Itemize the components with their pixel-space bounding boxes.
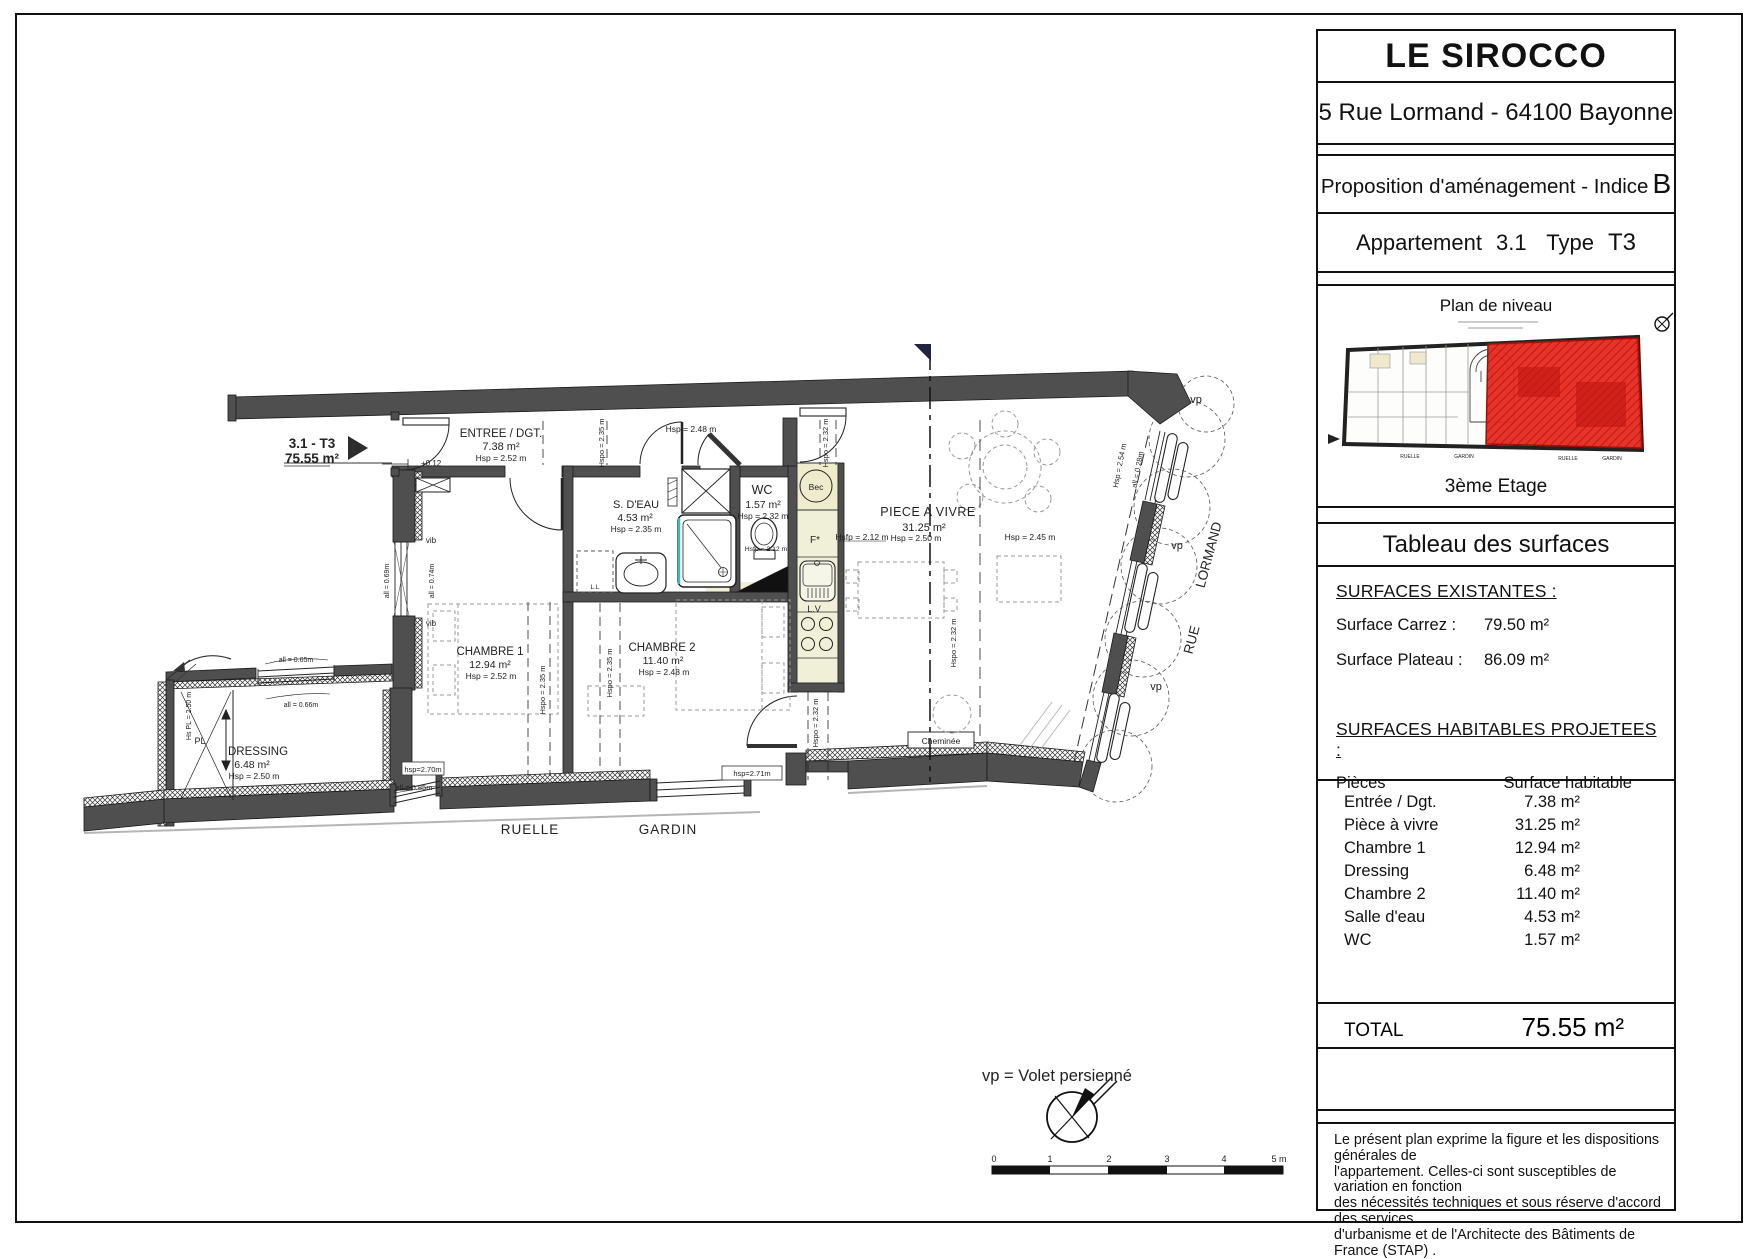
svg-text:L.L: L.L bbox=[590, 584, 600, 591]
street-ruelle: RUELLE bbox=[500, 822, 560, 837]
svg-text:L.V: L.V bbox=[807, 604, 821, 614]
project-address: 5 Rue Lormand - 64100 Bayonne bbox=[1318, 99, 1674, 126]
svg-text:5 m: 5 m bbox=[1271, 1154, 1287, 1164]
svg-text:Hsp = 2.54 m: Hsp = 2.54 m bbox=[1110, 442, 1129, 489]
street-lormand: LORMAND bbox=[1192, 520, 1225, 590]
room-entree: ENTREE / DGT. bbox=[459, 428, 543, 440]
surfaces-box bbox=[1316, 565, 1676, 1004]
plateau-value: 86.09 m² bbox=[1484, 651, 1550, 669]
habitables-title: SURFACES HABITABLES PROJETEES : bbox=[1336, 719, 1657, 760]
mini-level-plan bbox=[1318, 312, 1674, 502]
svg-text:0: 0 bbox=[991, 1154, 997, 1164]
total-label: TOTAL bbox=[1344, 1020, 1404, 1041]
legend bbox=[982, 1067, 1287, 1174]
svg-text:GARDIN: GARDIN bbox=[1602, 456, 1622, 462]
col-pieces: Pièces bbox=[1336, 774, 1386, 792]
svg-text:vp: vp bbox=[1150, 681, 1162, 693]
svg-text:vib: vib bbox=[425, 619, 437, 628]
plan-niveau-box bbox=[1316, 284, 1676, 508]
svg-text:Hsfp = 2.12 m: Hsfp = 2.12 m bbox=[835, 532, 889, 542]
svg-text:Hsp = 2.50 m: Hsp = 2.50 m bbox=[228, 771, 280, 781]
type-label: Type bbox=[1546, 229, 1594, 255]
svg-text:all = 0.28m: all = 0.28m bbox=[1129, 450, 1146, 489]
svg-text:Hsp = 2.52 m: Hsp = 2.52 m bbox=[475, 453, 527, 463]
washbasin bbox=[616, 553, 666, 593]
room-chambre1: CHAMBRE 1 bbox=[456, 646, 524, 658]
table-row: Pièce à vivre 31.25 m² bbox=[1344, 816, 1580, 834]
level-label: +0.12 bbox=[421, 459, 442, 468]
room-chambre2: CHAMBRE 2 bbox=[628, 642, 696, 654]
arrow-head bbox=[173, 662, 185, 671]
svg-text:Hsp = 2.50 m: Hsp = 2.50 m bbox=[890, 533, 942, 543]
plan-niveau-title: Plan de niveau bbox=[1439, 296, 1553, 315]
svg-text:Hsp = 2.32 m: Hsp = 2.32 m bbox=[737, 511, 789, 521]
svg-text:RUELLE: RUELLE bbox=[1400, 454, 1420, 460]
svg-text:Hsp = 2.48 m: Hsp = 2.48 m bbox=[665, 424, 717, 434]
table-row: Dressing 6.48 m² bbox=[1344, 862, 1580, 880]
svg-text:7.38 m²: 7.38 m² bbox=[482, 441, 520, 453]
tableau-title-box bbox=[1316, 522, 1676, 567]
apartment-label: Appartement bbox=[1356, 229, 1482, 255]
level-lines bbox=[166, 463, 392, 683]
svg-text:Hspo = 2.35 m: Hspo = 2.35 m bbox=[605, 648, 614, 698]
total-value: 75.55 m² bbox=[1521, 1012, 1625, 1042]
disclaimer-box bbox=[1316, 1122, 1676, 1259]
table-row: Chambre 1 12.94 m² bbox=[1344, 839, 1580, 857]
carrez-label: Surface Carrez : bbox=[1336, 616, 1457, 634]
mini-north-icon bbox=[1655, 313, 1673, 331]
table-row: Salle d'eau 4.53 m² bbox=[1344, 908, 1580, 926]
svg-text:Hsp = 2.45 m: Hsp = 2.45 m bbox=[1004, 532, 1056, 542]
svg-text:11.40 m²: 11.40 m² bbox=[642, 655, 684, 667]
scale-bar bbox=[991, 1154, 1286, 1174]
svg-text:all = 0.69m: all = 0.69m bbox=[384, 563, 391, 599]
disclaimer-text: Le présent plan exprime la figure et les dispositions générales de l'appartement. Celles-ci sont susceptibles de variation en fonction des nécessités techniques et sous réserve d'accord des services d'urbanisme et de l'Architecte des Bâtiments de France (STAP) . bbox=[1334, 1132, 1661, 1259]
svg-text:all = 0.85m: all = 0.85m bbox=[395, 783, 433, 792]
svg-text:Hspo = 2.35 m: Hspo = 2.35 m bbox=[538, 665, 547, 715]
top-party-wall bbox=[233, 371, 1133, 419]
type-value: T3 bbox=[1607, 228, 1636, 256]
svg-text:Hspo = 2.32 m: Hspo = 2.32 m bbox=[949, 618, 958, 668]
svg-text:hsp=2.70m: hsp=2.70m bbox=[404, 765, 442, 774]
svg-text:4: 4 bbox=[1221, 1154, 1227, 1164]
north-compass-icon bbox=[1047, 1077, 1117, 1142]
empty-box bbox=[1316, 1047, 1676, 1111]
section-marker bbox=[914, 344, 931, 361]
project-title-box bbox=[1316, 29, 1676, 83]
svg-text:Hsp = 2.48 m: Hsp = 2.48 m bbox=[638, 667, 690, 677]
address-box bbox=[1316, 81, 1676, 145]
room-dressing: DRESSING bbox=[227, 746, 289, 758]
svg-text:Hsfp = 2.12 m: Hsfp = 2.12 m bbox=[744, 546, 788, 553]
svg-text:1.57 m²: 1.57 m² bbox=[745, 499, 781, 511]
svg-text:vib: vib bbox=[425, 536, 437, 545]
electric-box bbox=[416, 478, 450, 492]
svg-text:RUELLE: RUELLE bbox=[1558, 456, 1578, 462]
col-surface: Surface habitable bbox=[1503, 774, 1632, 792]
floor-label: 3ème Etage bbox=[1444, 476, 1548, 497]
svg-text:F*: F* bbox=[810, 535, 820, 546]
svg-text:Hspo = 2.32 m: Hspo = 2.32 m bbox=[811, 698, 820, 748]
table-row: Entrée / Dgt. 7.38 m² bbox=[1344, 793, 1580, 811]
svg-text:3: 3 bbox=[1164, 1154, 1170, 1164]
svg-text:6.48 m²: 6.48 m² bbox=[234, 759, 270, 771]
svg-text:all = 0.74m: all = 0.74m bbox=[429, 563, 436, 599]
table-row: WC 1.57 m² bbox=[1344, 931, 1580, 949]
svg-text:all = 0.65m: all = 0.65m bbox=[278, 657, 314, 664]
mini-position-marker bbox=[1328, 434, 1340, 444]
svg-text:4.53 m²: 4.53 m² bbox=[617, 512, 653, 524]
tableau-title: Tableau des surfaces bbox=[1382, 530, 1610, 558]
svg-text:Hs PL = 2.50 m: Hs PL = 2.50 m bbox=[186, 691, 193, 741]
svg-text:GARDIN: GARDIN bbox=[1454, 454, 1474, 460]
table-row: Chambre 2 11.40 m² bbox=[1344, 885, 1580, 903]
svg-text:vp: vp bbox=[1171, 540, 1183, 552]
svg-text:Cheminée: Cheminée bbox=[921, 736, 961, 746]
kitchen bbox=[797, 463, 838, 683]
proposition-box bbox=[1316, 154, 1676, 214]
svg-text:2: 2 bbox=[1106, 1154, 1112, 1164]
svg-text:vp: vp bbox=[1190, 394, 1202, 406]
legend-vp: vp = Volet persienné bbox=[982, 1067, 1132, 1085]
svg-text:12.94 m²: 12.94 m² bbox=[469, 659, 511, 671]
svg-text:Hsp = 2.52 m: Hsp = 2.52 m bbox=[465, 671, 517, 681]
apartment-tag: 3.1 - T3 bbox=[288, 436, 336, 451]
project-title: LE SIROCCO bbox=[1385, 36, 1607, 75]
apartment-box bbox=[1316, 212, 1676, 273]
svg-text:Hsp = 2.35 m: Hsp = 2.35 m bbox=[610, 524, 662, 534]
room-sdeau: S. D'EAU bbox=[612, 499, 660, 511]
shower bbox=[678, 515, 736, 587]
shutters bbox=[1074, 376, 1234, 802]
svg-text:Bec: Bec bbox=[808, 482, 824, 492]
svg-text:Hspo = 2.35 m: Hspo = 2.35 m bbox=[597, 418, 606, 468]
svg-text:all = 0.66m: all = 0.66m bbox=[283, 702, 319, 709]
total-box bbox=[1316, 1002, 1676, 1049]
svg-text:1: 1 bbox=[1047, 1154, 1053, 1164]
svg-text:Hspo = 2.32 m: Hspo = 2.32 m bbox=[821, 418, 830, 468]
carrez-value: 79.50 m² bbox=[1484, 616, 1550, 634]
apartment-tag-area: 75.55 m² bbox=[284, 451, 340, 466]
svg-text:hsp=2.71m: hsp=2.71m bbox=[733, 769, 771, 778]
indice-value: B bbox=[1652, 168, 1672, 199]
proposition-label: Proposition d'aménagement - Indice bbox=[1320, 175, 1649, 198]
street-rue: RUE bbox=[1180, 624, 1203, 656]
svg-text:PL: PL bbox=[194, 736, 206, 746]
existantes-title: SURFACES EXISTANTES : bbox=[1336, 581, 1557, 601]
street-gardin: GARDIN bbox=[638, 822, 698, 837]
vent-shaft bbox=[668, 469, 730, 513]
apartment-number: 3.1 bbox=[1495, 229, 1527, 255]
room-pav: PIECE A VIVRE bbox=[880, 505, 976, 519]
top-right-corner-wall bbox=[1128, 371, 1191, 424]
room-wc: WC bbox=[751, 483, 773, 497]
plateau-label: Surface Plateau : bbox=[1336, 651, 1463, 669]
svg-text:31.25 m²: 31.25 m² bbox=[902, 522, 946, 534]
